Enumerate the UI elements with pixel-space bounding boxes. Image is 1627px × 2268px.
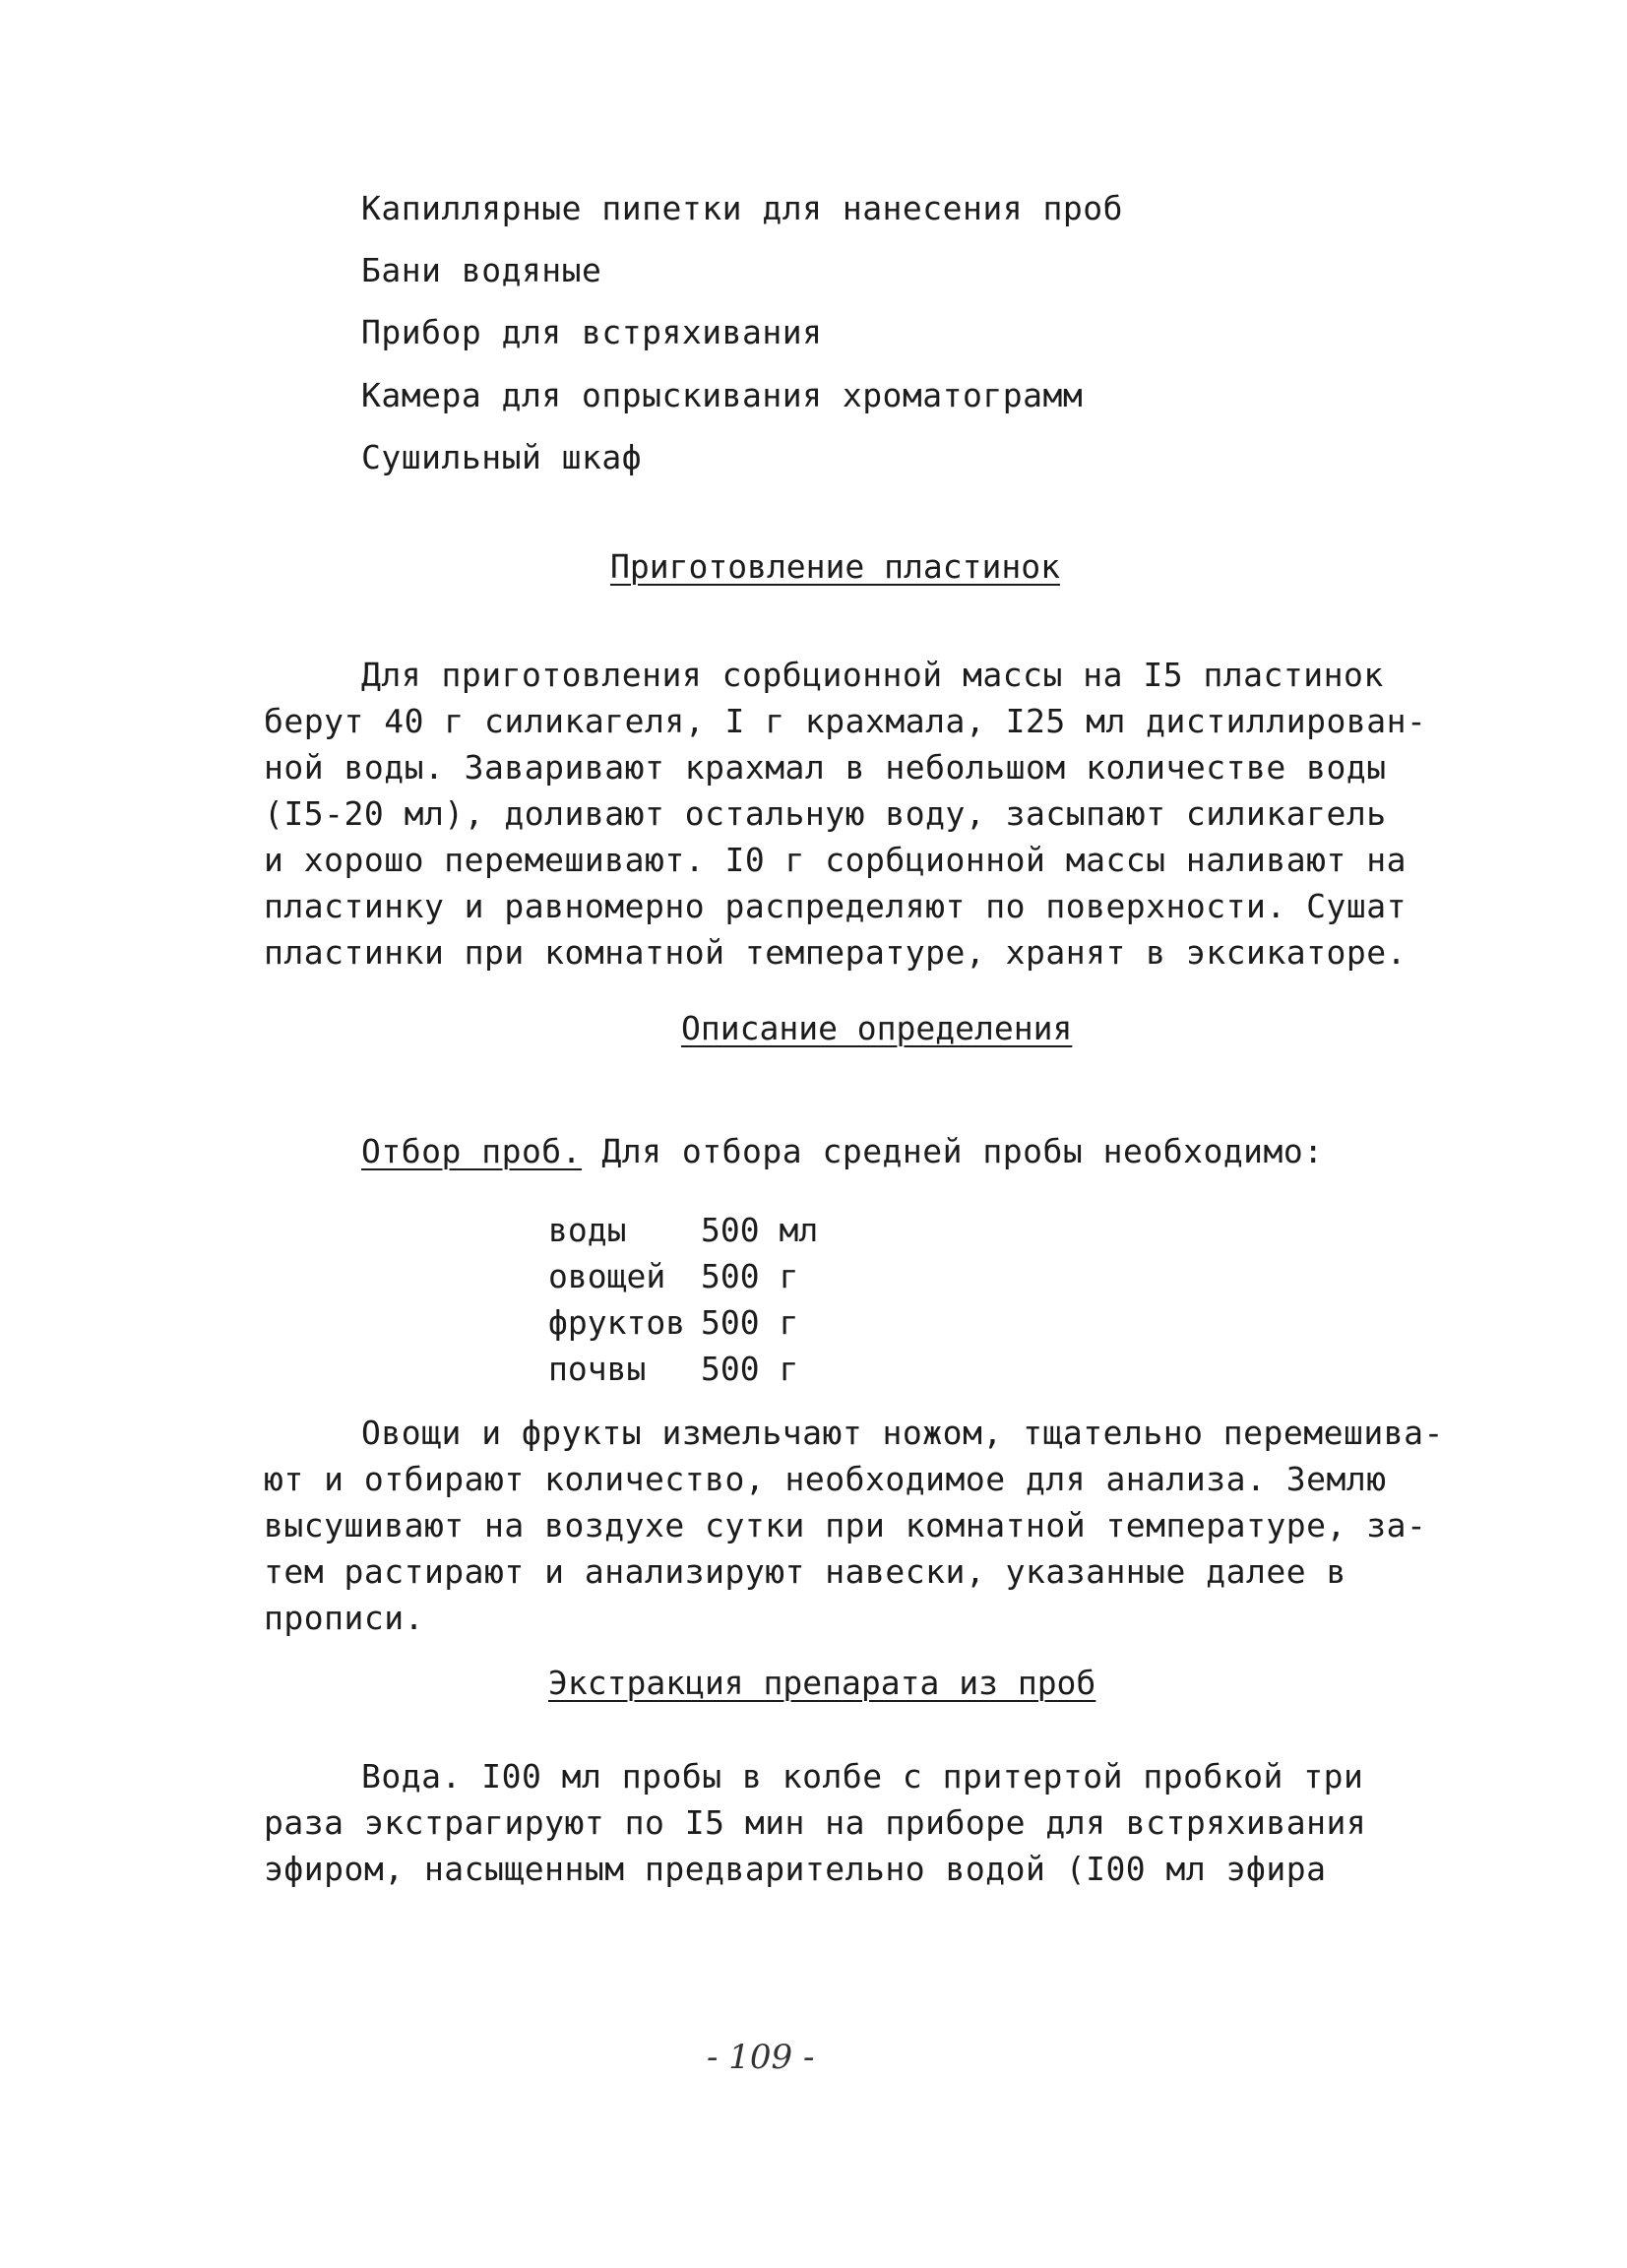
paragraph-line: Для приготовления сорбционной массы на I5 пластинок [361, 656, 1384, 694]
paragraph-line: пластинки при комнатной температуре, хранят в эксикаторе. [264, 933, 1407, 972]
paragraph-line: раза экстрагируют по I5 мин на приборе для встряхивания [264, 1803, 1367, 1842]
sample-amount: 500 мл [701, 1211, 819, 1249]
sample-name: воды [548, 1211, 627, 1249]
paragraph-line: ют и отбирают количество, необходимое для анализа. Землю [264, 1460, 1387, 1498]
section-heading-plates: Приготовление пластинок [610, 547, 1060, 586]
section-heading-description: Описание определения [681, 1009, 1073, 1047]
sample-amount: 500 г [701, 1303, 799, 1342]
equipment-item: Прибор для встряхивания [361, 313, 823, 351]
sampling-text: Для отбора средней пробы необходимо: [582, 1132, 1324, 1170]
equipment-item: Камера для опрыскивания хроматограмм [361, 376, 1084, 414]
equipment-item: Капиллярные пипетки для нанесения проб [361, 189, 1123, 227]
paragraph-line: и хорошо перемешивают. I0 г сорбционной массы наливают на [264, 841, 1407, 879]
sampling-label: Отбор проб. [361, 1132, 583, 1170]
paragraph-line: ной воды. Заваривают крахмал в небольшом количестве воды [264, 748, 1387, 787]
paragraph-line: пластинку и равномерно распределяют по поверхности. Сушат [264, 887, 1407, 925]
paragraph-line: тем растирают и анализируют навески, указанные далее в [264, 1552, 1346, 1591]
equipment-item: Сушильный шкаф [361, 438, 643, 476]
sample-name: почвы [548, 1350, 647, 1388]
sample-name: фруктов [548, 1303, 686, 1342]
paragraph-line: Овощи и фрукты измельчают ножом, тщательно перемешива- [361, 1414, 1444, 1452]
paragraph-line: эфиром, насыщенным предварительно водой (I00 мл эфира [264, 1850, 1327, 1888]
paragraph-line: прописи. [264, 1599, 424, 1637]
paragraph-line: (I5-20 мл), доливают остальную воду, засыпают силикагель [264, 794, 1387, 833]
section-heading-extraction: Экстракция препарата из проб [548, 1664, 1096, 1702]
paragraph-line: берут 40 г силикагеля, I г крахмала, I25 мл дистиллирован- [264, 702, 1427, 740]
sample-amount: 500 г [701, 1350, 799, 1388]
paragraph-line: Вода. I00 мл пробы в колбе с притертой пробкой три [361, 1757, 1364, 1796]
page-number: - 109 - [707, 2038, 815, 2077]
sample-name: овощей [548, 1257, 666, 1295]
equipment-item: Бани водяные [361, 251, 602, 289]
sampling-line [361, 1132, 1324, 1171]
sample-amount: 500 г [701, 1257, 799, 1295]
paragraph-line: высушивают на воздухе сутки при комнатной температуре, за- [264, 1506, 1427, 1544]
